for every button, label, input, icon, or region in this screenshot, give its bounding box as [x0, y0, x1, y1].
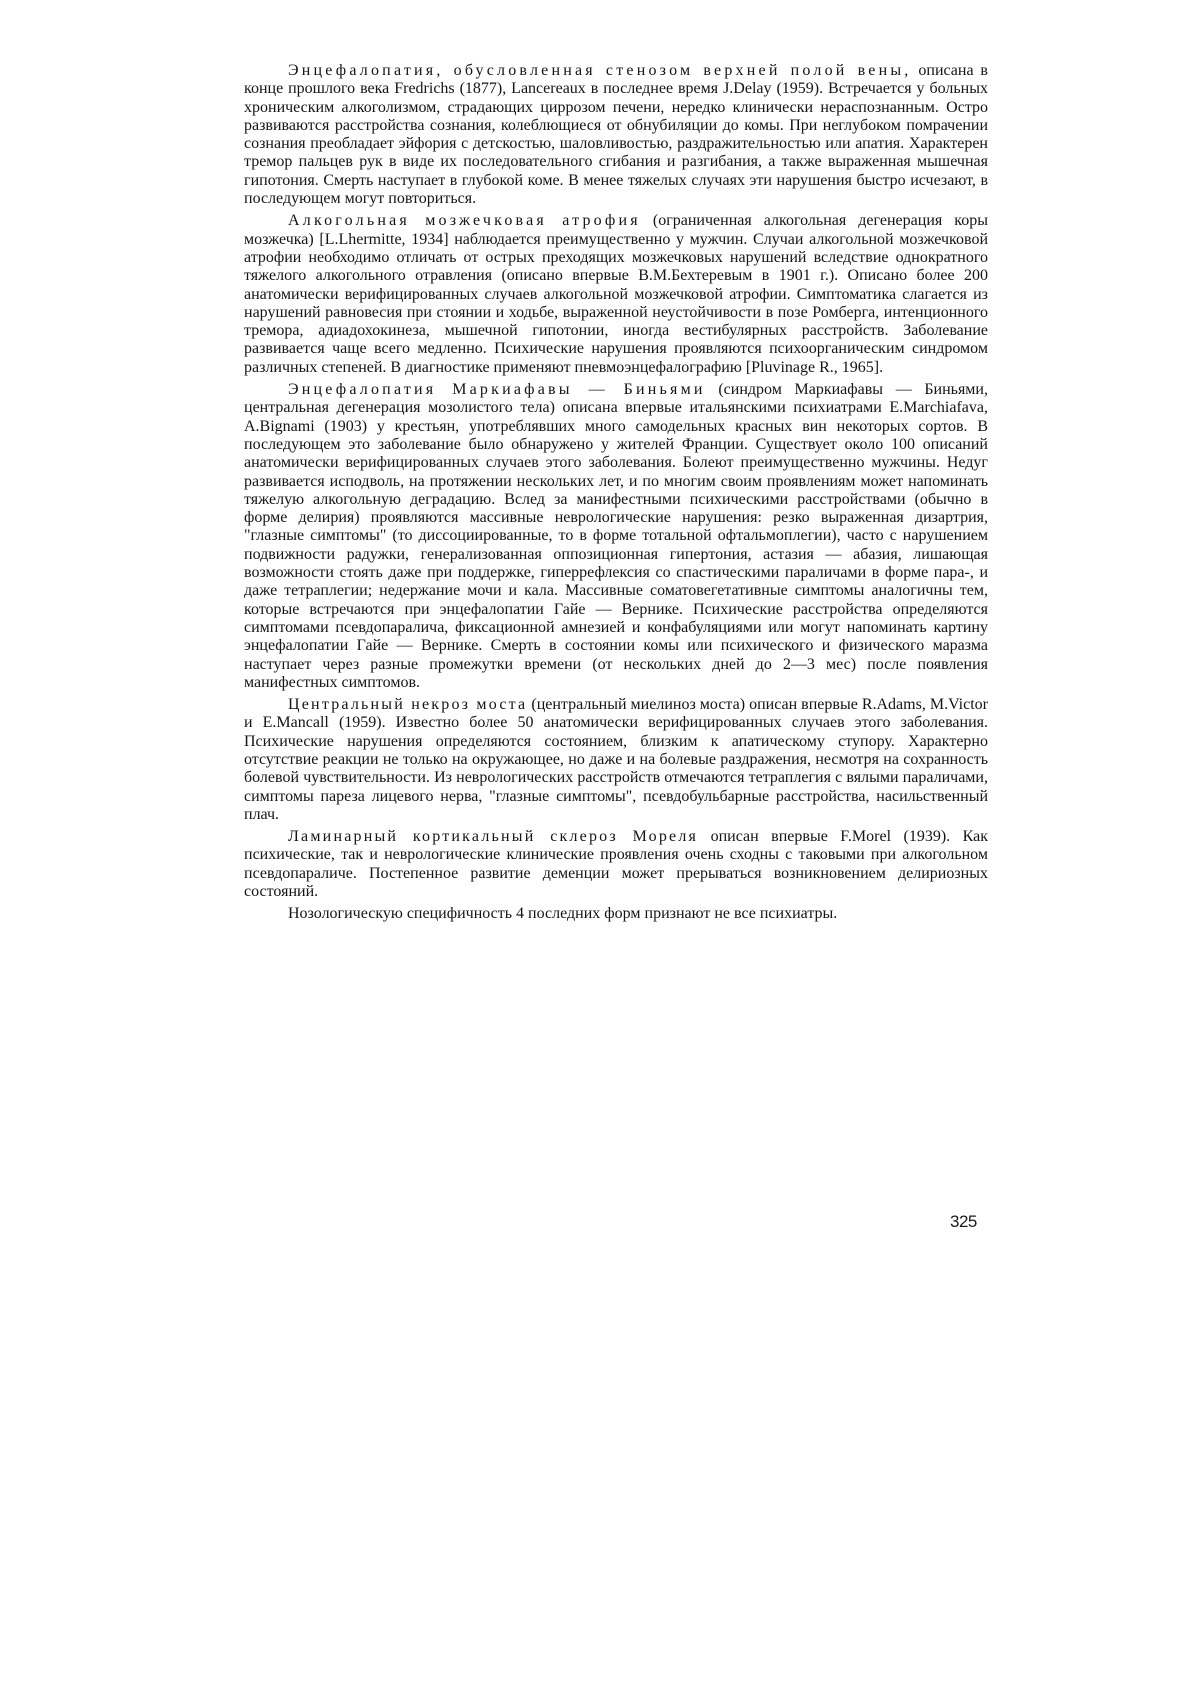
- page-number: 325: [950, 1212, 977, 1231]
- term-marchiafava-bignami: Энцефалопатия Маркиафавы — Биньями: [288, 381, 706, 399]
- paragraph-text: (синдром Маркиафавы — Биньями, центральная дегенерация мозолистого тела) описана впервые итальянскими психиатрами E.Marchiafava, A.Bignami (1903) у крестьян, употреблявших много самодельных красных вин некоторых сортов. В последующем это заболевание было обнаружено у жителей Франции. Существует около 100 описаний анатомически верифицированных случаев этого заболевания. Болеют преимущественно мужчины. Недуг развивается исподволь, на протяжении нескольких лет, и по многим своим проявлениям может напоминать тяжелую алкогольную деградацию. Вслед за манифестными психическими расстройствами (обычно в форме делирия) проявляются массивные неврологические нарушения: резко выраженная дизартрия, "глазные симптомы" (то диссоциированные, то в форме тотальной офтальмоплегии), часто с нарушением подвижности радужки, генерализованная оппозиционная гипертония, астазия — абазия, лишающая возможности стоять даже при поддержке, гиперрефлексия со спастическими параличами в форме пара-, и даже тетраплегии; недержание мочи и кала. Массивные соматовегетативные симптомы аналогичны тем, которые встречаются при энцефалопатии Гайе — Вернике. Психические расстройства определяются симптомами псевдопаралича, фиксационной амнезией и конфабуляциями или могут напоминать картину энцефалопатии Гайе — Вернике. Смерть в состоянии комы или психического и физического маразма наступает через разные промежутки времени (от нескольких дней до 2—3 мес) после появления манифестных симптомов.: [244, 381, 988, 691]
- paragraph-text: описана в конце прошлого века Fredrichs (1877), Lancereaux в последнее время J.Delay (1959). Встречается у больных хроническим алкоголизмом, страдающих циррозом печени, нередко клинически нераспознанным. Остро развиваются расстройства сознания, колеблющиеся от обнубиляции до комы. При неглубоком помрачении сознания преобладает эйфория с детскостью, шаловливостью, раздражительностью или апатия. Характерен тремор пальцев рук в виде их последовательного сгибания и разгибания, а также выраженная мышечная гипотония. Смерть наступает в глубокой коме. В менее тяжелых случаях эти нарушения быстро исчезают, в последующем могут повториться.: [244, 62, 988, 208]
- paragraph-alcoholic-cerebellar-atrophy: [244, 212, 988, 377]
- term-encephalopathy-vena-cava: Энцефалопатия, обусловленная стенозом верхней полой вены,: [288, 62, 912, 79]
- paragraph-text: Нозологическую специфичность 4 последних форм признают не все психиатры.: [288, 905, 838, 923]
- paragraph-text: (центральный миелиноз моста) описан впервые R.Adams, M.Victor и E.Mancall (1959). Известно более 50 анатомически верифицированных случаев этого заболевания. Психические нарушения определяются состоянием, близким к апатическому ступору. Характерно отсутствие реакции не только на окружающее, но даже и на болевые раздражения, несмотря на сохранность болевой чувствительности. Из неврологических расстройств отмечаются тетраплегия с вялыми параличами, симптомы пареза лицевого нерва, "глазные симптомы", псевдобульбарные расстройства, насильственный плач.: [244, 696, 989, 823]
- paragraph-text: описан впервые F.Morel (1939). Как психические, так и неврологические клинические проявления очень сходны с таковыми при алкогольном псевдопараличе. Постепенное развитие деменции может прерываться возникновением делириозных состояний.: [244, 828, 988, 901]
- paragraph-morel-laminar-sclerosis: [244, 828, 988, 901]
- paragraph-text: (ограниченная алкогольная дегенерация коры мозжечка) [L.Lhermitte, 1934] наблюдается преимущественно у мужчин. Случаи алкогольной мозжечковой атрофии необходимо отличать от острых преходящих мозжечковых нарушений вследствие однократного тяжелого алкогольного отравления (описано впервые В.М.Бехтеревым в 1901 г.). Описано более 200 анатомически верифицированных случаев алкогольной мозжечковой атрофии. Симптоматика слагается из нарушений равновесия при стоянии и ходьбе, выраженной неустойчивости в позе Ромберга, интенционного тремора, адиадохокинеза, мышечной гипотонии, иногда вестибулярных расстройств. Заболевание развивается чаще всего медленно. Психические нарушения проявляются психоорганическим синдромом различных степеней. В диагностике применяют пневмоэнцефалографию [Pluvinage R., 1965].: [244, 212, 989, 376]
- term-alcoholic-cerebellar-atrophy: Алкогольная мозжечковая атрофия: [288, 212, 641, 230]
- paragraph-marchiafava-bignami: [244, 381, 988, 692]
- paragraph-central-pontine-necrosis: [244, 696, 988, 824]
- term-morel-laminar-sclerosis: Ламинарный кортикальный склероз Мореля: [288, 828, 699, 846]
- term-central-pontine-necrosis: Центральный некроз моста: [288, 696, 528, 714]
- paragraph-encephalopathy-vena-cava: [244, 62, 988, 208]
- paragraph-nosological-note: [244, 905, 988, 923]
- page-body: [244, 62, 988, 928]
